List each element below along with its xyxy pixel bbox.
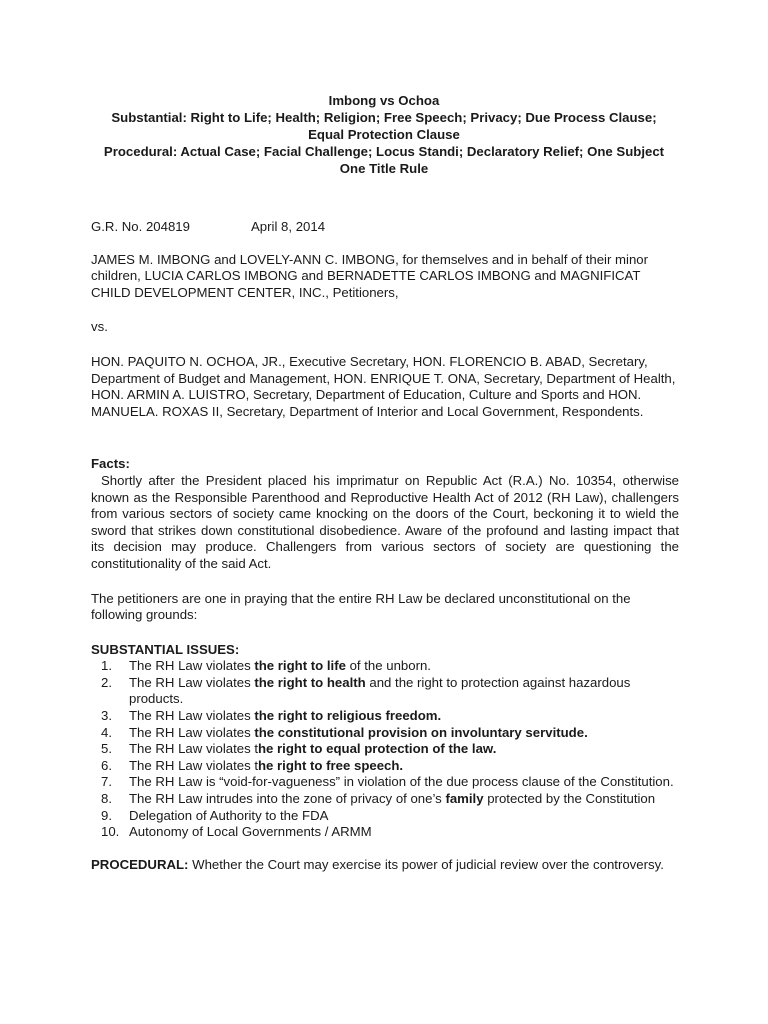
list-item (91, 791, 679, 808)
respondents: HON. PAQUITO N. OCHOA, JR., Executive Secretary, HON. FLORENCIO B. ABAD, Secretary, Department of Budget and Management, HON. ENRIQUE T. ONA, Secretary, Department of Health, HON. ARMIN A. LUISTRO, Secretary, Department of Education, Culture and Sports and HON. MANUELA. ROXAS II, Secretary, Department of Interior and Local Government, Respondents. (91, 353, 676, 419)
document-title (80, 92, 688, 177)
list-item (91, 675, 679, 708)
list-item (91, 808, 679, 825)
list-item (91, 824, 679, 841)
list-item-number: 8. (101, 791, 112, 807)
list-item-number: 1. (101, 658, 112, 674)
list-item-number: 7. (101, 774, 112, 790)
substantial-issues-list (91, 658, 679, 841)
list-item-number: 4. (101, 724, 112, 740)
list-item-text: The RH Law violates the right to life of the unborn. (129, 658, 431, 674)
procedural-issue (91, 857, 679, 874)
procedural-label: PROCEDURAL: (91, 856, 189, 872)
case-reference (91, 219, 679, 236)
petitioners: JAMES M. IMBONG and LOVELY-ANN C. IMBONG, for themselves and in behalf of their minor children, LUCIA CARLOS IMBONG and BERNADETTE CARLOS IMBONG and MAGNIFICAT CHILD DEVELOPMENT CENTER, INC., Petitioners, (91, 251, 649, 300)
substantial-topics-cont: Equal Protection Clause (308, 127, 460, 142)
list-item (91, 758, 679, 775)
list-item-text: The RH Law intrudes into the zone of privacy of one’s family protected by the Constitution (129, 791, 656, 807)
gr-number: G.R. No. 204819 (91, 219, 190, 234)
list-item-text: Delegation of Authority to the FDA (129, 807, 329, 823)
case-title: Imbong vs Ochoa (328, 93, 440, 108)
list-item-text: The RH Law is “void-for-vagueness” in violation of the due process clause of the Constitution. (129, 774, 674, 790)
list-item-text: The RH Law violates the constitutional provision on involuntary servitude. (129, 724, 588, 740)
list-item-text: The RH Law violates the right to equal protection of the law. (129, 741, 497, 757)
list-item (91, 708, 679, 725)
facts-heading: Facts: (91, 456, 130, 472)
list-item-text: The RH Law violates the right to religious freedom. (129, 708, 442, 724)
list-item-text: Autonomy of Local Governments / ARMM (129, 824, 372, 840)
list-item-number: 10. (101, 824, 120, 840)
procedural-topics: Procedural: Actual Case; Facial Challenge; Locus Standi; Declaratory Relief; One Subject (103, 144, 665, 159)
procedural-text: Whether the Court may exercise its power of judicial review over the controversy. (188, 856, 664, 872)
list-item (91, 741, 679, 758)
document-body (91, 219, 679, 873)
grounds-intro: The petitioners are one in praying that the entire RH Law be declared unconstitutional on the following grounds: (91, 590, 631, 623)
versus: vs. (91, 319, 108, 335)
substantial-issues-heading: SUBSTANTIAL ISSUES: (91, 641, 240, 657)
facts-paragraph: Shortly after the President placed his imprimatur on Republic Act (R.A.) No. 10354, otherwise known as the Responsible Parenthood and Reproductive Health Act of 2012 (RH Law), challengers from various sectors of society came knocking on the doors of the Court, beckoning it to wield the sword that strikes down constitutional disobedience. Aware of the profound and lasting impact that its decision may produce. Challengers from various sectors of society are questioning the constitutionality of the said Act. (91, 472, 679, 571)
list-item-number: 6. (101, 757, 112, 773)
decision-date: April 8, 2014 (251, 219, 326, 234)
list-item (91, 725, 679, 742)
list-item (91, 774, 679, 791)
list-item-number: 3. (101, 708, 112, 724)
procedural-topics-cont: One Title Rule (339, 161, 429, 176)
list-item-text: The RH Law violates the right to free speech. (129, 757, 404, 773)
list-item-text: The RH Law violates the right to health and the right to protection against hazardous products. (129, 674, 631, 707)
list-item-number: 2. (101, 674, 112, 690)
list-item (91, 658, 679, 675)
list-item-number: 9. (101, 807, 112, 823)
list-item-number: 5. (101, 741, 112, 757)
substantial-topics: Substantial: Right to Life; Health; Religion; Free Speech; Privacy; Due Process Clause; (111, 110, 657, 125)
